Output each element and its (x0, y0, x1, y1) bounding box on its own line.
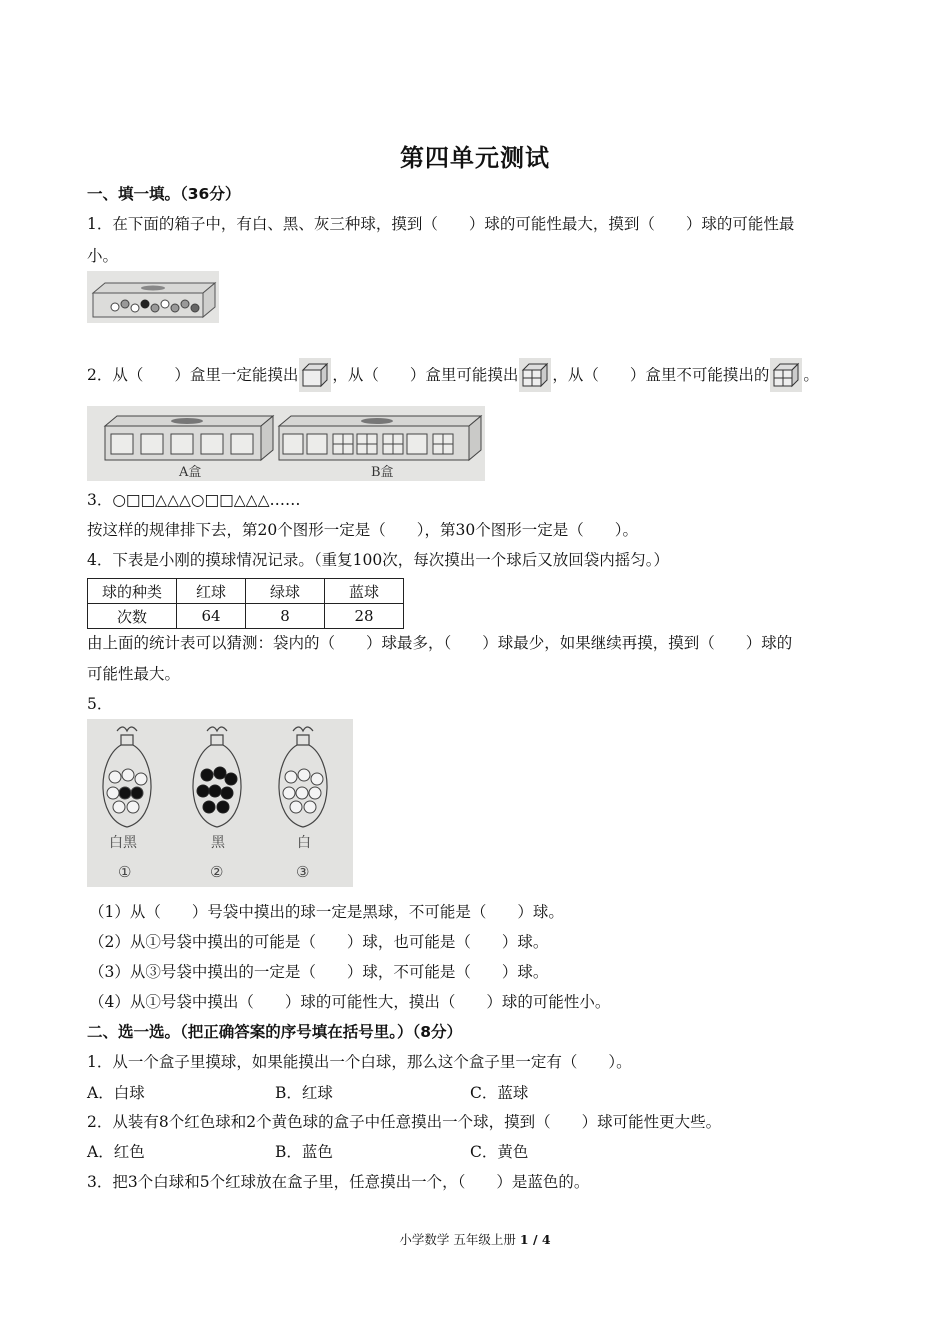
q4-line1: 4．下表是小刚的摸球情况记录。（重复100次，每次摸出一个球后又放回袋内摇匀。） (87, 551, 669, 569)
q3-line2: 按这样的规律排下去，第20个图形一定是（ ），第30个图形一定是（ ）。 (87, 521, 638, 539)
ball-box-drawing (87, 271, 219, 323)
q2-text-1: 2．从（ ）盒里一定能摸出 (87, 366, 299, 384)
section2-heading: 二、选一选。（把正确答案的序号填在括号里。）（8分） (87, 1023, 463, 1041)
q1-line2: 小。 (87, 247, 119, 265)
grid-cube-icon-2 (770, 358, 802, 392)
q5-number: 5． (87, 695, 113, 713)
q5-sub1: （1）从（ ）号袋中摸出的球一定是黑球，不可能是（ ）球。 (89, 903, 564, 921)
grid-cube-icon (519, 358, 551, 392)
bag3-label: 白 (297, 835, 311, 851)
q5-sub3: （3）从③号袋中摸出的一定是（ ）球，不可能是（ ）球。 (89, 963, 549, 981)
bags-image (87, 719, 353, 887)
s2-q3: 3．把3个白球和5个红球放在盒子里，任意摸出一个，（ ）是蓝色的。 (87, 1173, 590, 1191)
s2-q2-option-b: B．蓝色 (275, 1143, 333, 1161)
table-cell: 绿球 (246, 579, 325, 604)
s2-q2: 2．从装有8个红色球和2个黄色球的盒子中任意摸出一个球，摸到（ ）球可能性更大些。 (87, 1113, 722, 1131)
s2-q1-option-c: C．蓝球 (470, 1084, 529, 1102)
q3-line1: 3．○□□△△△○□□△△△…… (87, 491, 301, 509)
s2-q2-option-a: A．红色 (87, 1143, 145, 1161)
table-row (88, 604, 404, 629)
table-row (88, 579, 404, 604)
ball-box-image (87, 271, 219, 323)
stat-table (87, 578, 404, 629)
table-cell: 8 (246, 604, 325, 629)
boxes-ab-image (87, 406, 485, 481)
bag2-number: ② (210, 863, 224, 881)
bag1-number: ① (118, 863, 132, 881)
table-cell: 28 (325, 604, 404, 629)
bag1-label: 白黑 (109, 835, 137, 851)
footer-page-total: / 4 (528, 1232, 551, 1247)
q1-line1: 1．在下面的箱子中，有白、黑、灰三种球，摸到（ ）球的可能性最大，摸到（ ）球的可能性最 (87, 215, 795, 233)
page-title: 第四单元测试 (400, 144, 550, 172)
s2-q1-option-b: B．红球 (275, 1084, 333, 1102)
s2-q2-option-c: C．黄色 (470, 1143, 529, 1161)
table-cell: 球的种类 (88, 579, 177, 604)
s2-q1: 1．从一个盒子里摸球，如果能摸出一个白球，那么这个盒子里一定有（ ）。 (87, 1053, 632, 1071)
q2-line (87, 358, 819, 392)
boxes-ab-drawing (87, 406, 485, 481)
q5-sub2: （2）从①号袋中摸出的可能是（ ）球，也可能是（ ）球。 (89, 933, 549, 951)
bags-drawing (87, 719, 353, 887)
table-cell: 64 (177, 604, 246, 629)
bag3-number: ③ (296, 863, 310, 881)
q4-line3: 可能性最大。 (87, 665, 181, 683)
table-cell: 次数 (88, 604, 177, 629)
q5-sub4: （4）从①号袋中摸出（ ）球的可能性大，摸出（ ）球的可能性小。 (89, 993, 611, 1011)
q2-text-2: ，从（ ）盒里可能摸出 (332, 366, 519, 384)
q2-text-3: ，从（ ）盒里不可能摸出的 (552, 366, 770, 384)
q4-line2: 由上面的统计表可以猜测：袋内的（ ）球最多，（ ）球最少，如果继续再摸，摸到（ ）球的 (87, 634, 793, 652)
section1-heading: 一、填一填。（36分） (87, 185, 241, 203)
page-footer (0, 1230, 950, 1248)
box-b-label: B盒 (371, 465, 394, 480)
bag2-label: 黑 (211, 835, 225, 851)
s2-q1-option-a: A．白球 (87, 1084, 145, 1102)
table-cell: 红球 (177, 579, 246, 604)
table-cell: 蓝球 (325, 579, 404, 604)
q2-text-4: 。 (803, 366, 819, 384)
plain-cube-icon (299, 358, 331, 392)
box-a-label: A盒 (179, 465, 202, 480)
footer-text: 小学数学 五年级上册 (399, 1232, 516, 1247)
footer-page-number: 1 (519, 1232, 529, 1247)
